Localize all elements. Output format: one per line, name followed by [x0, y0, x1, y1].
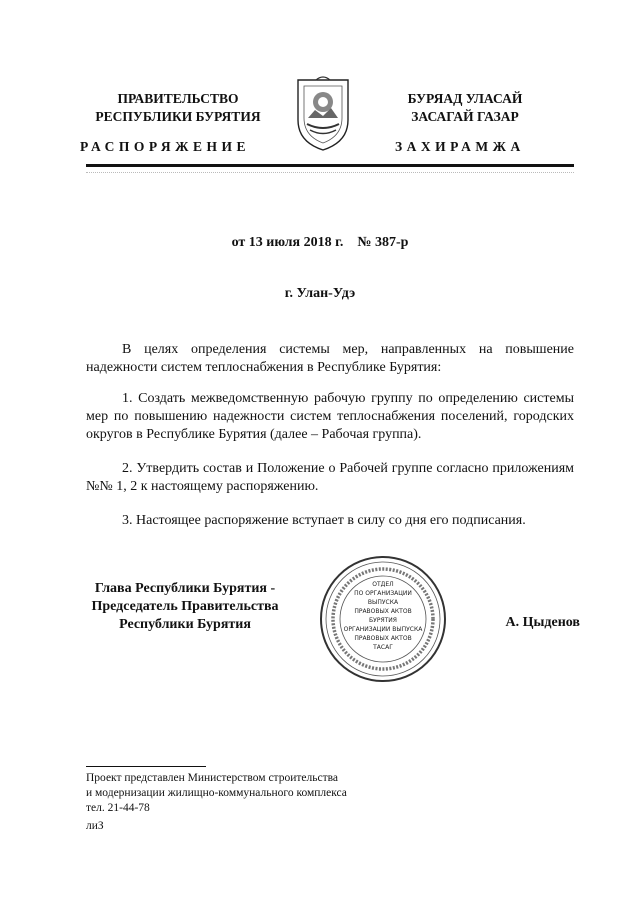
header-left-line1: ПРАВИТЕЛЬСТВО: [117, 91, 239, 106]
footnote: [86, 771, 347, 816]
header-government-name: [78, 90, 278, 126]
intro-paragraph: В целях определения системы мер, направленных на повышение надежности систем теплоснабжения в Республике Бурятия:: [86, 342, 574, 375]
signatory-title-line1: Глава Республики Бурятия -: [94, 581, 276, 596]
footnote-divider: [86, 766, 206, 767]
footnote-line3: тел. 21-44-78: [86, 802, 150, 814]
document-code: лиЗ: [86, 820, 104, 832]
coat-of-arms-emblem: [290, 74, 356, 154]
seal-text-1: ОТДЕЛ: [372, 581, 394, 588]
header-divider: [86, 164, 574, 167]
footnote-line2: и модернизации жилищно-коммунального комплекса: [86, 787, 347, 799]
signatory-name: А. Цыденов: [505, 615, 580, 630]
header-right-line1: БУРЯАД УЛАСАЙ: [407, 91, 523, 106]
header-right-line2: ЗАСАГАЙ ГАЗАР: [411, 109, 519, 124]
signatory-title: [80, 580, 290, 634]
signatory-title-line3: Республики Бурятия: [119, 617, 251, 632]
document-date-number: [0, 235, 640, 251]
seal-text-4: ПРАВОВЫХ АКТОВ: [354, 608, 412, 615]
official-seal-stamp: [318, 554, 448, 684]
seal-text-2: ПО ОРГАНИЗАЦИИ: [354, 590, 412, 597]
footnote-line1: Проект представлен Министерством строительства: [86, 772, 339, 784]
header-left-line2: РЕСПУБЛИКИ БУРЯТИЯ: [95, 109, 261, 124]
signatory-title-line2: Председатель Правительства: [91, 599, 279, 614]
item-1-paragraph: 1. Создать межведомственную рабочую группу по определению системы мер по повышению надежности систем теплоснабжения поселений, городских округов в Республике Бурятия (далее – Рабочая группа).: [86, 391, 574, 442]
document-date: от 13 июля 2018 г.: [231, 235, 344, 250]
seal-text-5: БУРЯТИЯ: [369, 617, 397, 624]
item-3-paragraph: 3. Настоящее распоряжение вступает в силу со дня его подписания.: [122, 513, 526, 528]
document-city: г. Улан-Удэ: [284, 286, 356, 301]
document-type-russian: РАСПОРЯЖЕНИЕ: [80, 139, 251, 154]
header-dotted-divider: [86, 172, 574, 173]
header-government-name-buryat: [370, 90, 560, 126]
document-number: № 387-р: [357, 235, 409, 250]
document-type-buryat: ЗАХИРАМЖА: [395, 139, 525, 154]
seal-text-6: ОРГАНИЗАЦИИ ВЫПУСКА: [343, 626, 423, 633]
seal-text-8: ТАСАГ: [373, 644, 393, 651]
item-2-paragraph: 2. Утвердить состав и Положение о Рабочей группе согласно приложениям №№ 1, 2 к настоящему распоряжению.: [86, 461, 574, 494]
seal-text-3: ВЫПУСКА: [367, 599, 399, 606]
seal-text-7: ПРАВОВЫХ АКТОВ: [354, 635, 412, 642]
